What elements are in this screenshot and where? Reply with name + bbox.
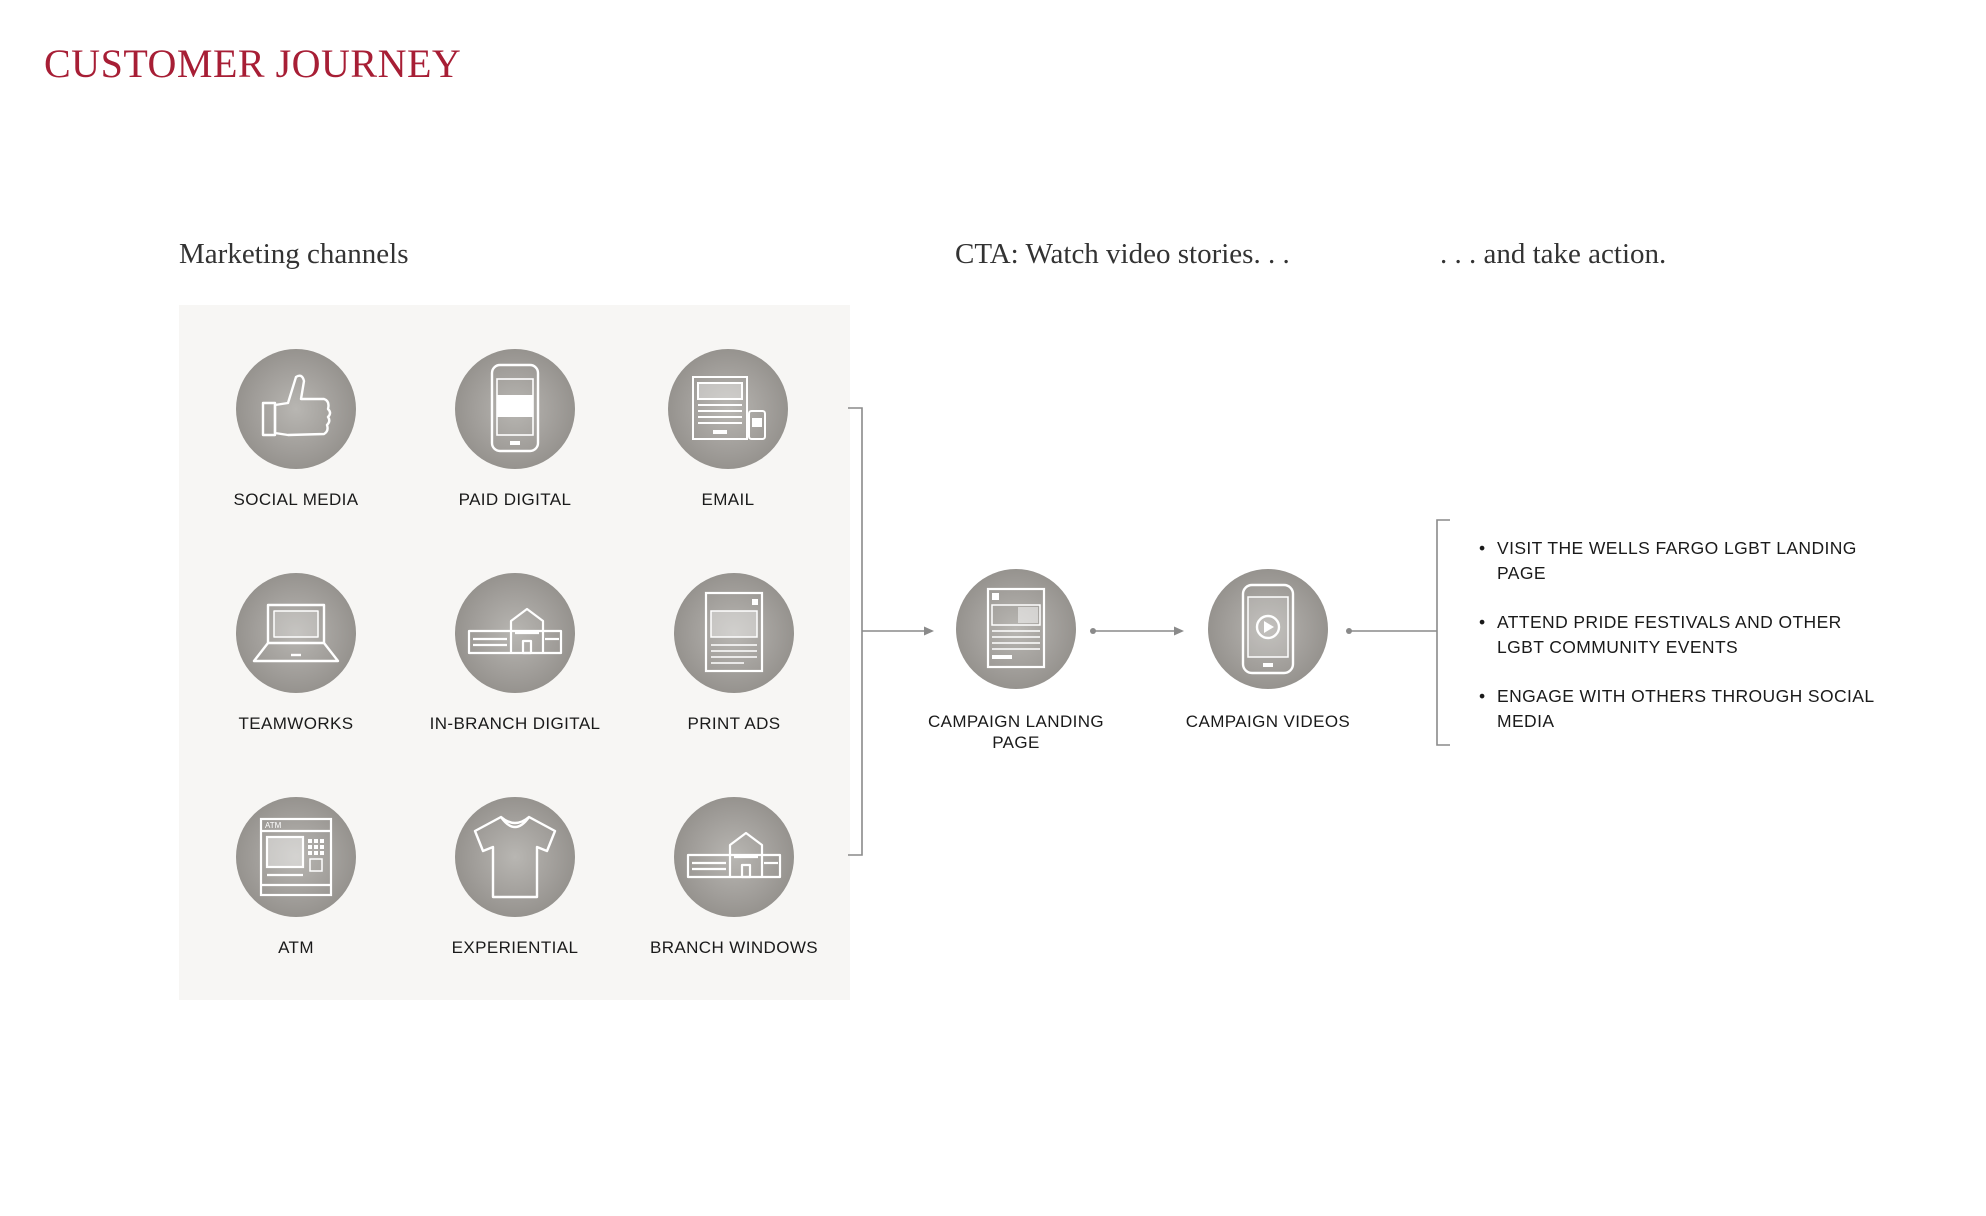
channel-label: PAID DIGITAL <box>458 490 572 509</box>
atm-icon <box>236 797 356 917</box>
channel-print-ads <box>644 573 824 734</box>
channel-label: IN-BRANCH DIGITAL <box>429 714 601 733</box>
landing-page-icon <box>956 569 1076 689</box>
page-title: CUSTOMER JOURNEY <box>44 41 462 86</box>
action-item: • ATTEND PRIDE FESTIVALS AND OTHER LGBT COMMUNITY EVENTS <box>1479 610 1879 660</box>
channel-branch-windows <box>644 797 824 958</box>
thumbs-up-icon <box>236 349 356 469</box>
channel-atm <box>206 797 386 958</box>
channel-email <box>638 349 818 510</box>
channel-teamworks <box>206 573 386 734</box>
print-ad-icon <box>674 573 794 693</box>
video-phone-icon <box>1208 569 1328 689</box>
channel-label: TEAMWORKS <box>238 714 354 733</box>
channel-paid-digital <box>425 349 605 510</box>
channel-in-branch-digital <box>425 573 605 734</box>
branch-building-icon <box>674 797 794 917</box>
channel-social-media <box>206 349 386 510</box>
channel-label: ATM <box>278 938 314 957</box>
channel-label: BRANCH WINDOWS <box>649 938 819 957</box>
channel-label: EMAIL <box>701 490 755 509</box>
laptop-icon <box>236 573 356 693</box>
channel-experiential <box>425 797 605 958</box>
heading-cta: CTA: Watch video stories. . . <box>955 238 1290 270</box>
step-label: CAMPAIGN LANDING PAGE <box>927 712 1105 752</box>
step-campaign-videos <box>1176 569 1360 732</box>
action-item: • VISIT THE WELLS FARGO LGBT LANDING PAGE <box>1479 536 1879 586</box>
step-label: CAMPAIGN VIDEOS <box>1185 712 1351 731</box>
channel-label: SOCIAL MEDIA <box>233 490 359 509</box>
branch-building-icon <box>455 573 575 693</box>
heading-take-action: . . . and take action. <box>1440 238 1667 270</box>
actions-bracket <box>1437 520 1450 745</box>
t-shirt-icon <box>455 797 575 917</box>
heading-marketing-channels: Marketing channels <box>179 238 409 270</box>
action-item: • ENGAGE WITH OTHERS THROUGH SOCIAL MEDIA <box>1479 684 1879 734</box>
channel-label: PRINT ADS <box>687 714 781 733</box>
channels-bracket <box>848 408 862 855</box>
channel-label: EXPERIENTIAL <box>451 938 579 957</box>
svg-text:ATM: ATM <box>265 821 282 830</box>
action-list <box>1479 536 1879 758</box>
email-devices-icon <box>668 349 788 469</box>
smartphone-icon <box>455 349 575 469</box>
step-campaign-landing-page <box>924 569 1108 753</box>
